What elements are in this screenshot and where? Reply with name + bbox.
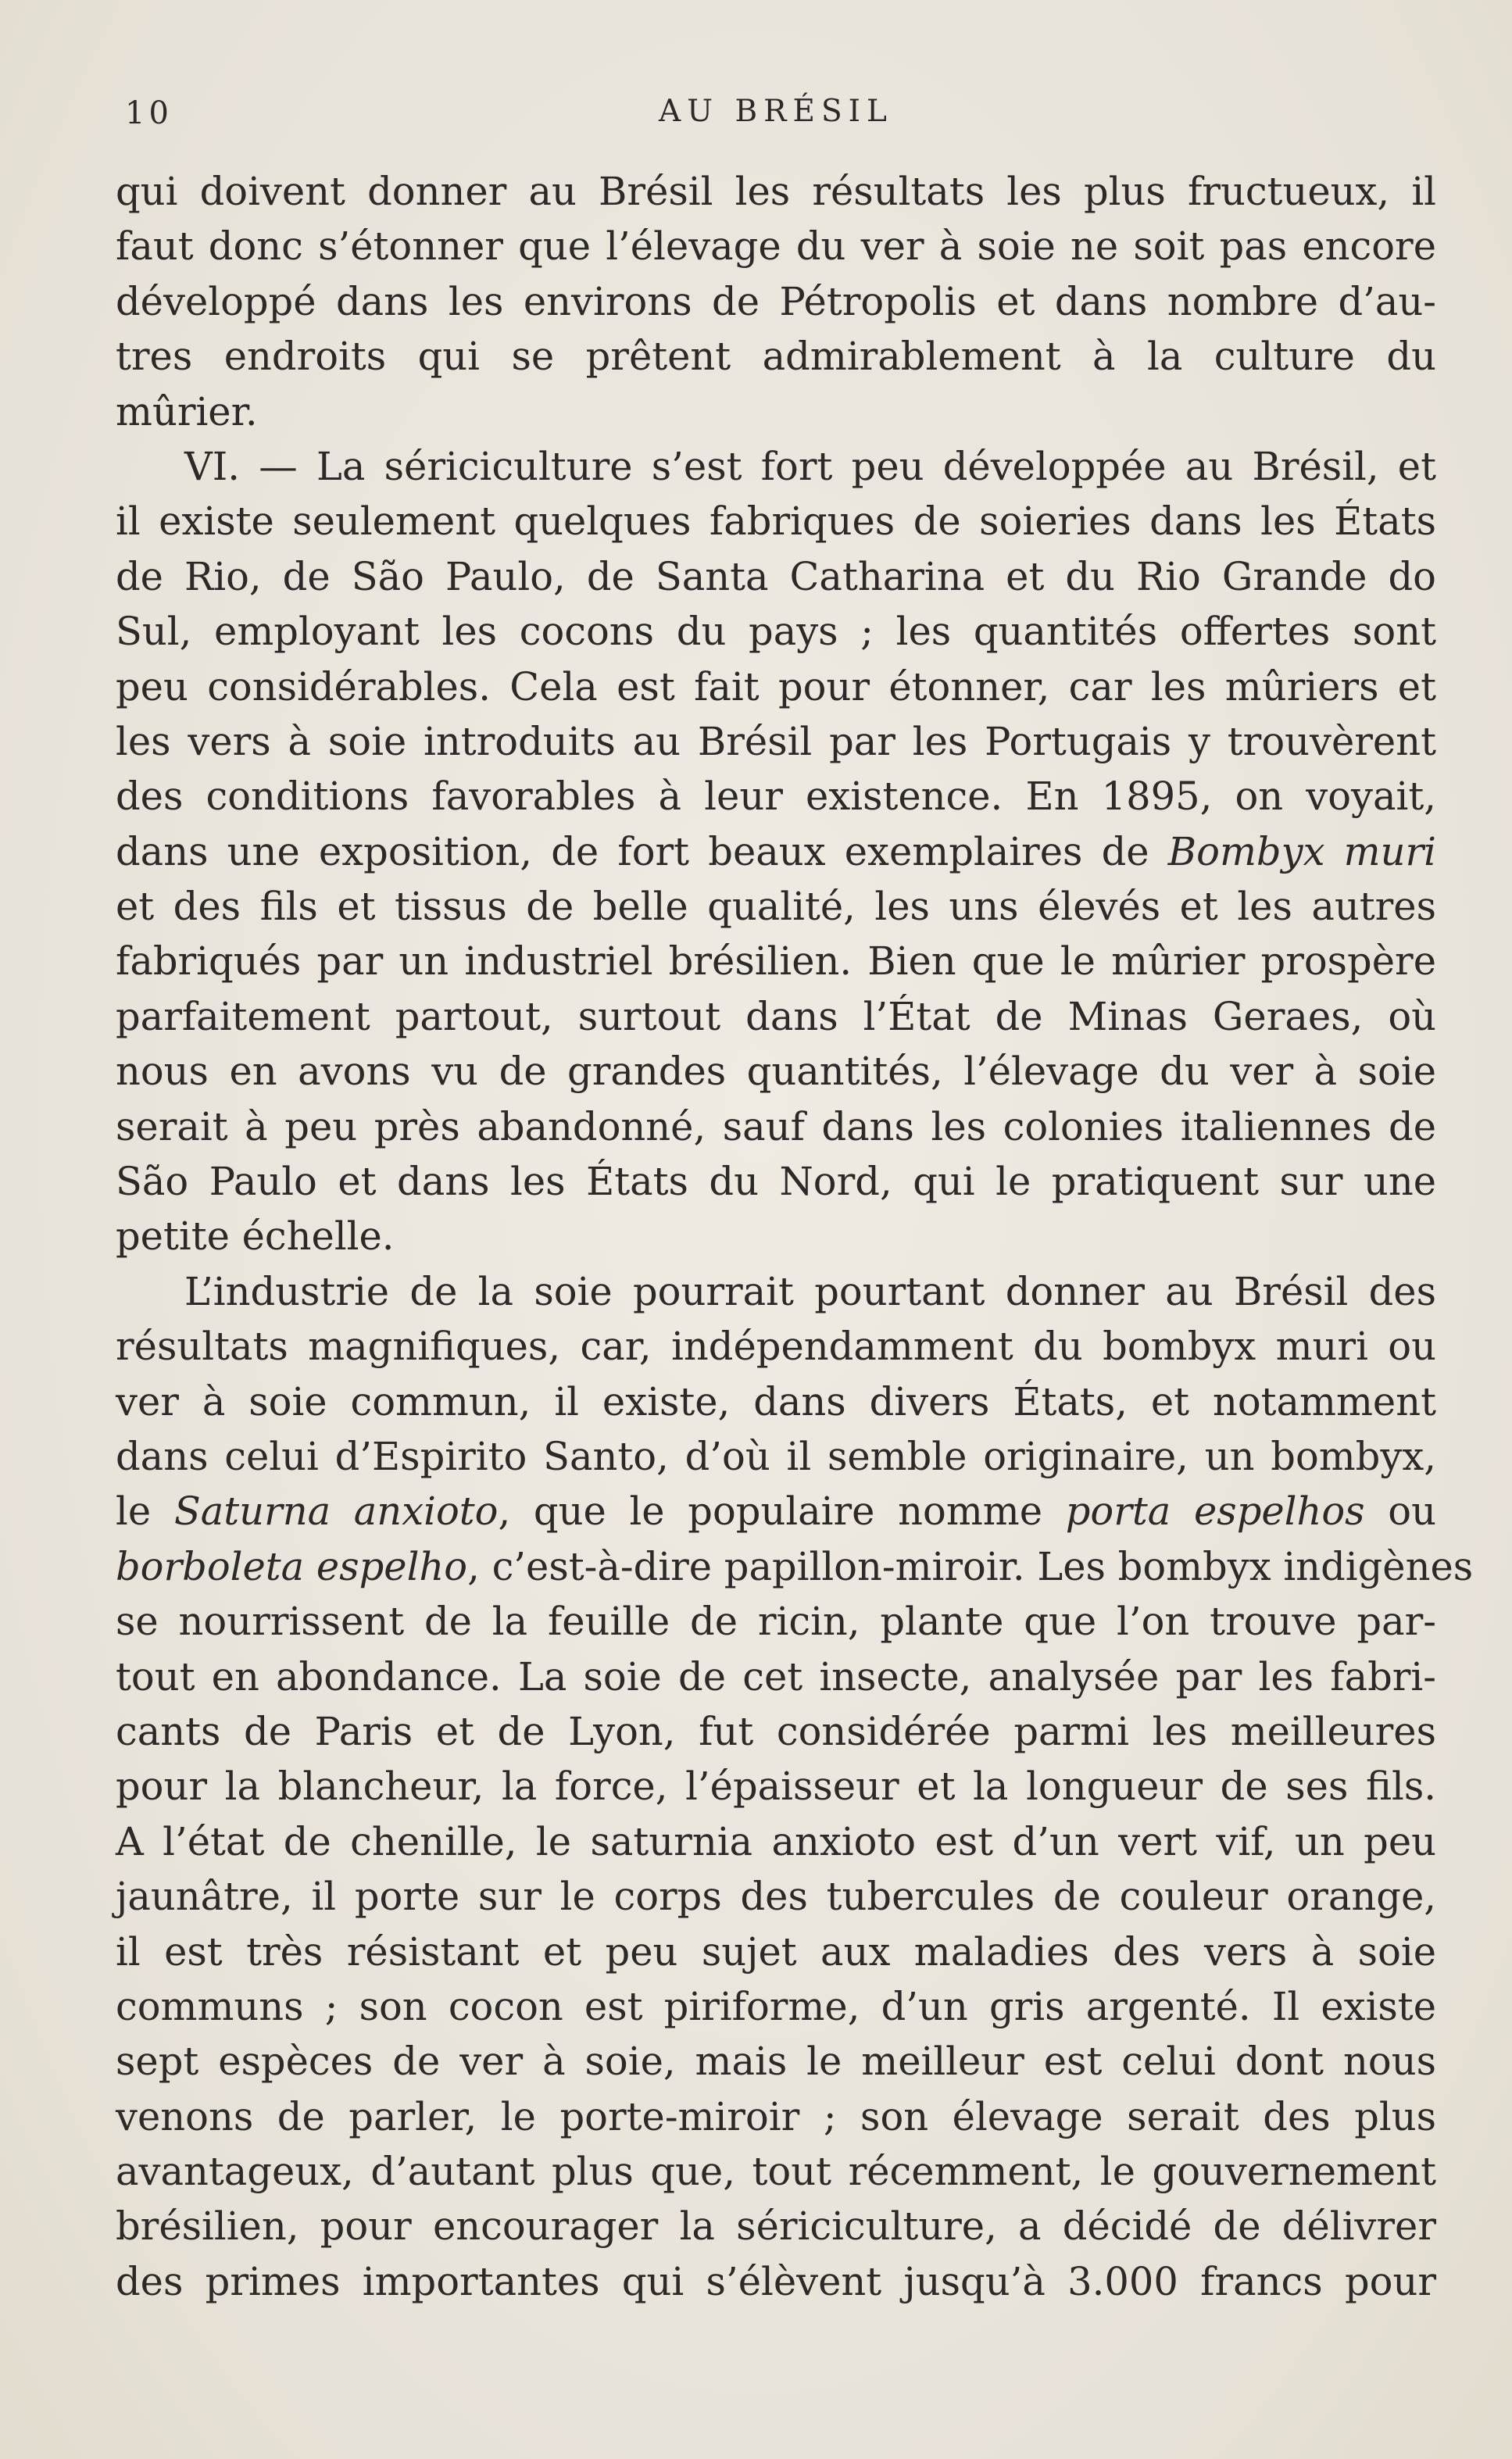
text-line: peu considérables. Cela est fait pour étonner, car les mûriers et (116, 663, 1436, 709)
text-line: développé dans les environs de Pétropolis et dans nombre d’au- (116, 278, 1436, 324)
text-line: ver à soie commun, il existe, dans divers États, et notamment (116, 1378, 1436, 1424)
text-line (116, 824, 1436, 879)
text-line: des primes importantes qui s’élèvent jusqu’à 3.000 francs pour (116, 2258, 1436, 2304)
text-line: il est très résistant et peu sujet aux maladies des vers à soie (116, 1928, 1436, 1975)
text-run: ou (1364, 1489, 1436, 1535)
text-line: mûrier. (116, 388, 258, 434)
text-line: fabriqués par un industriel brésilien. Bien que le mûrier prospère (116, 938, 1436, 985)
text-line: A l’état de chenille, le saturnia anxioto est d’un vert vif, un peu (116, 1818, 1436, 1864)
text-line: qui doivent donner au Brésil les résultats les plus fructueux, il (116, 169, 1436, 214)
text-line: parfaitement partout, surtout dans l’État de Minas Geraes, où (116, 993, 1436, 1039)
text-line: se nourrissent de la feuille de ricin, plante que l’on trouve par- (116, 1599, 1436, 1645)
text-line: faut donc s’étonner que l’élevage du ver à soie ne soit pas encore (116, 223, 1436, 270)
italic-species-name: Bombyx muri (1167, 828, 1436, 874)
text-run: , que le populaire nomme (498, 1489, 1066, 1535)
text-line: serait à peu près abandonné, sauf dans les colonies italiennes de (116, 1103, 1436, 1149)
text-line (116, 1539, 1474, 1594)
text-line: dans celui d’Espirito Santo, d’où il semble originaire, un bombyx, (116, 1433, 1436, 1479)
text-line: tres endroits qui se prêtent admirablement à la culture du (116, 334, 1436, 380)
text-line: résultats magnifiques, car, indépendamment du bombyx muri ou (116, 1324, 1436, 1370)
page-header (116, 86, 1436, 141)
text-line: petite échelle. (116, 1213, 395, 1260)
text-line: Sul, employant les cocons du pays ; les quantités offertes sont (116, 609, 1436, 655)
italic-common-name: borboleta espelho (116, 1543, 468, 1589)
text-line: avantageux, d’autant plus que, tout récemment, le gouvernement (116, 2149, 1436, 2195)
text-line: venons de parler, le porte-miroir ; son élevage serait des plus (116, 2093, 1436, 2139)
text-line: nous en avons vu de grandes quantités, l’élevage du ver à soie (116, 1049, 1436, 1095)
text-line: et des fils et tissus de belle qualité, les uns élevés et les autres (116, 884, 1436, 930)
text-line: São Paulo et dans les États du Nord, qui le pratiquent sur une (116, 1159, 1436, 1205)
page-number: 10 (125, 95, 173, 131)
text-run: dans une exposition, de fort beaux exemplaires de (116, 828, 1168, 874)
text-line: des conditions favorables à leur existence. En 1895, on voyait, (116, 774, 1436, 820)
italic-species-name: Saturna anxioto (173, 1489, 499, 1535)
text-run: , c’est-à-dire papillon-miroir. Les bombyx indigènes (467, 1543, 1474, 1589)
text-line (116, 1484, 1436, 1539)
text-line: communs ; son cocon est piriforme, d’un gris argenté. Il existe (116, 1983, 1436, 2029)
text-line: tout en abondance. La soie de cet insecte, analysée par les fabri- (116, 1653, 1436, 1699)
text-line: les vers à soie introduits au Brésil par les Portugais y trouvèrent (116, 718, 1436, 764)
text-line: brésilien, pour encourager la sériciculture, a décidé de délivrer (116, 2203, 1436, 2250)
text-line: sept espèces de ver à soie, mais le meilleur est celui dont nous (116, 2039, 1436, 2085)
text-line: de Rio, de São Paulo, de Santa Catharina et du Rio Grande do (116, 553, 1436, 599)
text-line: L’industrie de la soie pourrait pourtant donner au Brésil des (184, 1268, 1436, 1314)
text-run: le (116, 1489, 174, 1535)
text-line: jaunâtre, il porte sur le corps des tubercules de couleur orange, (116, 1874, 1436, 1920)
text-line: cants de Paris et de Lyon, fut considérée parmi les meilleures (116, 1708, 1436, 1754)
text-line: pour la blancheur, la force, l’épaisseur et la longueur de ses fils. (116, 1764, 1436, 1810)
running-title: AU BRÉSIL (659, 94, 893, 129)
text-line: VI. — La sériciculture s’est fort peu développée au Brésil, et (184, 443, 1436, 489)
italic-common-name: porta espelhos (1065, 1489, 1365, 1535)
body-text (116, 164, 1474, 2309)
text-line: il existe seulement quelques fabriques de soieries dans les États (116, 499, 1436, 545)
